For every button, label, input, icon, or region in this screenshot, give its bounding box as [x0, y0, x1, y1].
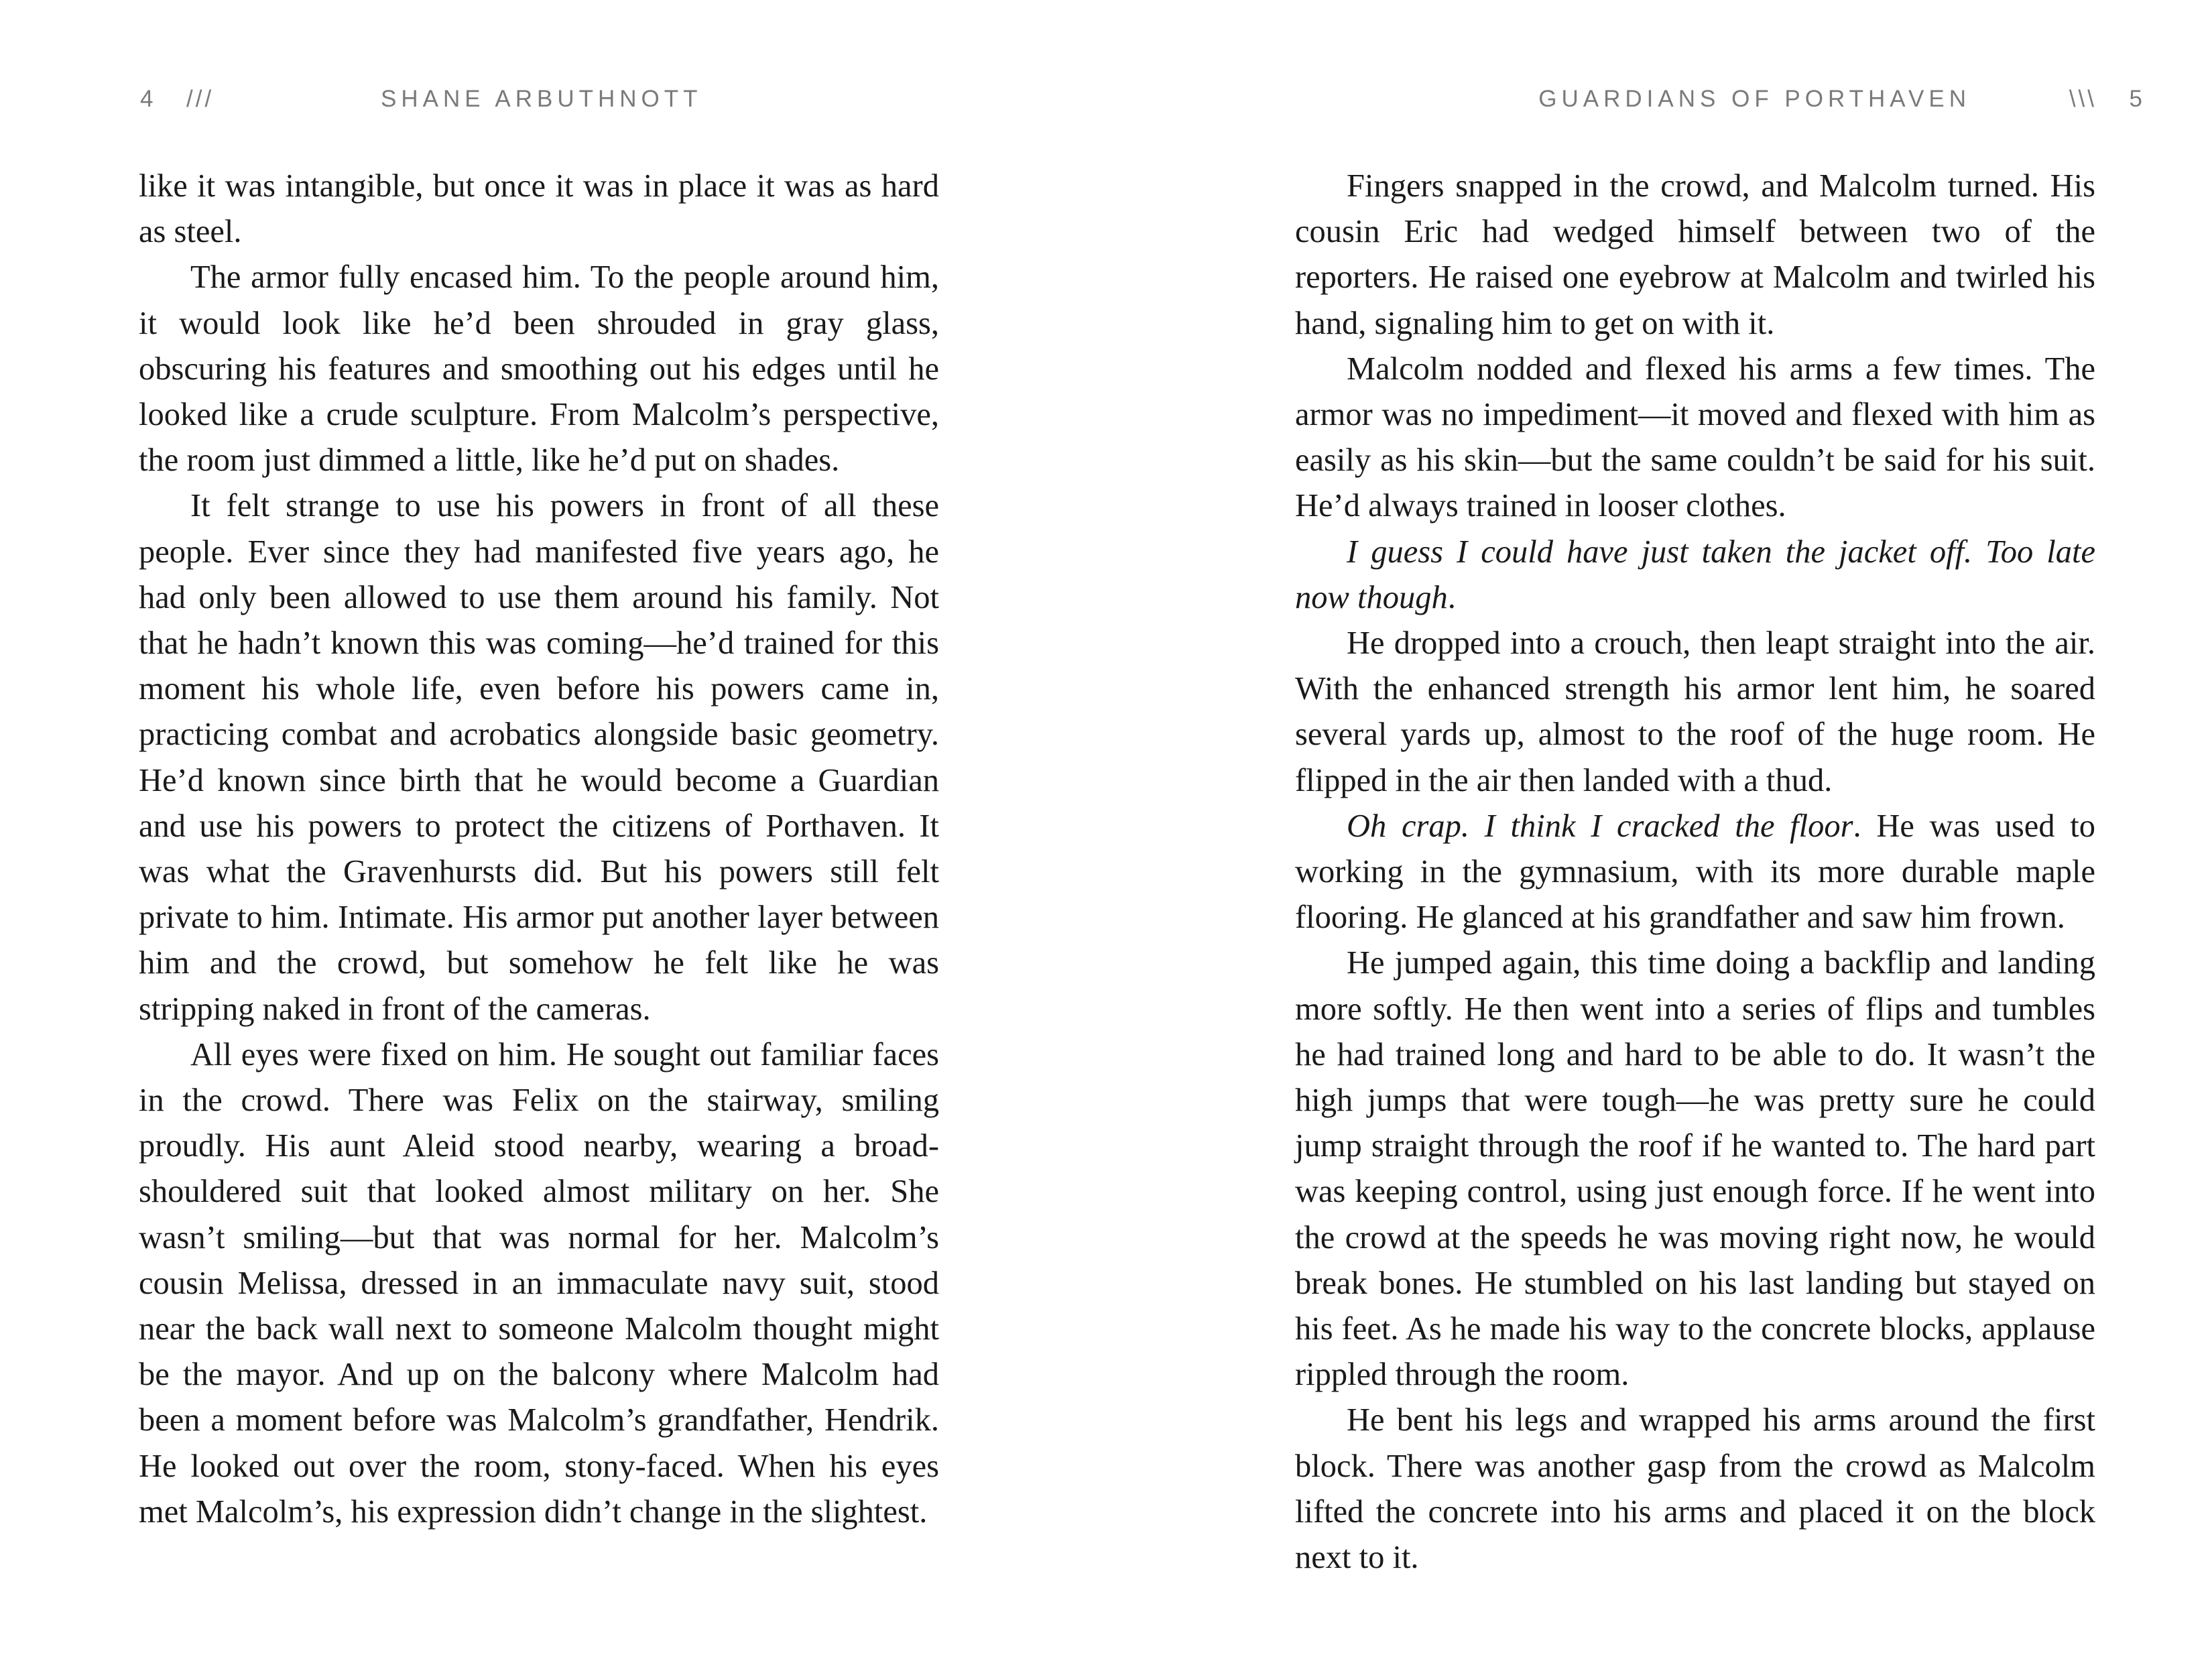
paragraph: He bent his legs and wrapped his arms around the first block. There was another gasp from the crowd as Malcolm lifted the concrete into his arms and placed it on the block next to it.: [1295, 1402, 2095, 1576]
paragraph: He dropped into a crouch, then leapt straight into the air. With the enhanced strength his armor lent him, he soared several yards up, almost to the roof of the huge room. He flipped in the air then landed with a thud.: [1295, 625, 2095, 798]
italic-thought-paragraph: [1295, 804, 2095, 941]
paragraph-tail: .: [1447, 579, 1456, 615]
paragraph: The armor fully encased him. To the people around him, it would look like he’d been shrouded in gray glass, obscuring his features and smoothing out his edges until he looked like a crude sculpture. From Malcolm’s perspective, the room just dimmed a little, like he’d put on shades.: [139, 259, 939, 479]
paragraph: like it was intangible, but once it was in place it was as hard as steel.: [139, 168, 939, 250]
right-body-text: [1295, 164, 2095, 1581]
right-page-number: 5: [2129, 86, 2142, 112]
paragraph: Fingers snapped in the crowd, and Malcolm turned. His cousin Eric had wedged himself between two of the reporters. He raised one eyebrow at Malcolm and twirled his hand, signaling him to get on with it.: [1295, 168, 2095, 341]
left-page-number: 4: [140, 86, 158, 112]
paragraph-tail: . He was used to working in the gymnasium, with its more durable maple flooring. He glanced at his grandfather and saw him frown.: [1295, 808, 2096, 936]
paragraph: Malcolm nodded and flexed his arms a few times. The armor was no impediment—it moved and flexed with him as easily as his skin—but the same couldn’t be said for his suit. He’d always trained in looser clothes.: [1295, 351, 2095, 524]
paragraph: All eyes were fixed on him. He sought out familiar faces in the crowd. There was Felix on the stairway, smiling proudly. His aunt Aleid stood nearby, wearing a broad-shouldered suit that looked almost military on her. She wasn’t smiling—but that was normal for her. Malcolm’s cousin Melissa, dressed in an immaculate navy suit, stood near the back wall next to someone Malcolm thought might be the mayor. And up on the balcony where Malcolm had been a moment before was Malcolm’s grandfather, Hendrik. He looked out over the room, stony-faced. When his eyes met Malcolm’s, his expression didn’t change in the slightest.: [139, 1036, 939, 1530]
left-slash-ornament: ///: [186, 86, 214, 112]
italic-thought-paragraph: [1295, 530, 2095, 621]
book-title-header: GUARDIANS OF PORTHAVEN: [1538, 86, 1971, 112]
italic-thought: I guess I could have just taken the jacket off. Too late now though: [1295, 534, 2095, 615]
paragraph: It felt strange to use his powers in front of all these people. Ever since they had manifested five years ago, he had only been allowed to use them around his family. Not that he hadn’t known this was coming—he’d trained for this moment his whole life, even before his powers came in, practicing combat and acrobatics alongside basic geometry. He’d known since birth that he would become a Guardian and use his powers to protect the citizens of Porthaven. It was what the Gravenhursts did. But his powers still felt private to him. Intimate. His armor put another layer between him and the crowd, but somehow he felt like he was stripping naked in front of the cameras.: [139, 488, 939, 1027]
right-page: [1106, 0, 2212, 1659]
paragraph: He jumped again, this time doing a backflip and landing more softly. He then went into a series of flips and tumbles he had trained long and hard to be able to do. It wasn’t the high jumps that were tough—he was pretty sure he could jump straight through the roof if he wanted to. The hard part was keeping control, using just enough force. If he went into the crowd at the speeds he was moving right now, he would break bones. He stumbled on his last landing but stayed on his feet. As he made his way to the concrete blocks, applause rippled through the room.: [1295, 945, 2095, 1393]
author-name-header: SHANE ARBUTHNOTT: [381, 86, 702, 112]
right-slash-ornament: \\\: [2069, 86, 2097, 112]
italic-thought: Oh crap. I think I cracked the floor: [1347, 808, 1853, 844]
left-body-text: [139, 164, 939, 1535]
